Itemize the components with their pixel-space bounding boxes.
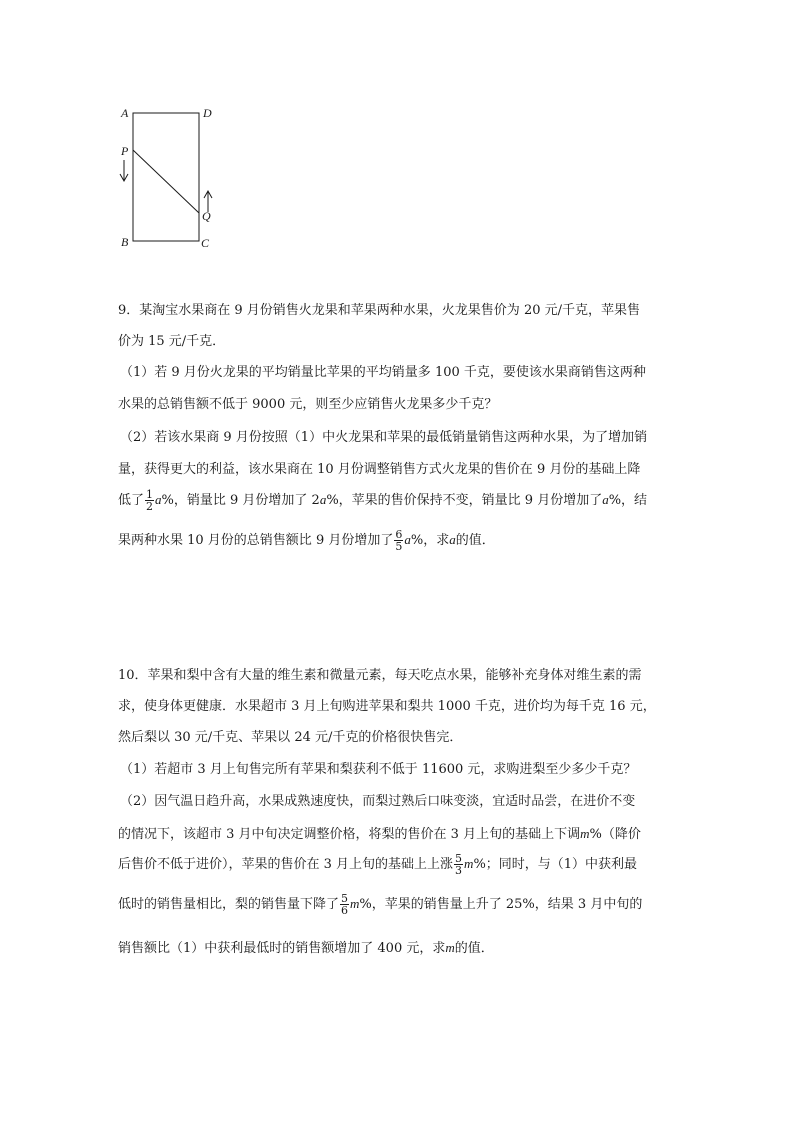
- label-d: D: [203, 106, 212, 120]
- q10-line-5: （2）因气温日趋升高，水果成熟速度快，而梨过熟后口味变淡，宜适时品尝，在进价不变: [120, 794, 636, 809]
- fraction-five-sixths: $\frac{5}{6}$: [341, 892, 349, 917]
- q9-line-8: 果两种水果 10 月份的总销售额比 9 月份增加了 $\frac{6}{5}$ a%，求a的值．: [118, 528, 495, 553]
- q10-line-7: 后售价不低于进价），苹果的售价在 3 月上旬的基础上上涨 $\frac{5}{3}$ m%；同时，与（1）中获利最: [118, 852, 638, 877]
- q9-line-2: 价为 15 元/千克．: [118, 334, 226, 349]
- label-c: C: [201, 236, 210, 250]
- q9-line-7: 低了 $\frac{1}{2}$ a%，销量比 9 月份增加了 2a%，苹果的售价保持不变，销量比 9 月份增加了a%，结: [118, 488, 648, 513]
- rectangle-abcd: [133, 113, 199, 241]
- q9-line-1: 9．某淘宝水果商在 9 月份销售火龙果和苹果两种水果，火龙果售价为 20 元/千克，苹果售: [118, 303, 640, 318]
- q9-line-3: （1）若 9 月份火龙果的平均销量比苹果的平均销量多 100 千克，要使该水果商销售这两种: [120, 365, 646, 380]
- segment-pq: [133, 150, 199, 213]
- fraction-one-half: $\frac{1}{2}$: [146, 488, 154, 513]
- q9-line-4: 水果的总销售额不低于 9000 元，则至少应销售火龙果多少千克？: [118, 397, 498, 412]
- q9-line-5: （2）若该水果商 9 月份按照（1）中火龙果和苹果的最低销量销售这两种水果，为了增加销: [120, 430, 648, 445]
- label-p: P: [121, 144, 129, 158]
- q10-line-6: 的情况下，该超市 3 月中旬决定调整价格，将梨的售价在 3 月上旬的基础上下调m%（降价: [118, 826, 641, 842]
- q10-line-4: （1）若超市 3 月上旬售完所有苹果和梨获利不低于 11600 元，求购进梨至少多少千克？: [120, 762, 637, 777]
- label-b: B: [121, 235, 129, 249]
- q10-line-2: 求，使身体更健康．水果超市 3 月上旬购进苹果和梨共 1000 千克，进价均为每千克 16 元，: [118, 699, 656, 714]
- q10-line-1: 10．苹果和梨中含有大量的维生素和微量元素，每天吃点水果，能够补充身体对维生素的需: [118, 668, 642, 683]
- rectangle-diagram: [112, 100, 222, 250]
- fraction-five-thirds: $\frac{5}{3}$: [455, 852, 463, 877]
- q10-line-3: 然后梨以 30 元/千克、苹果以 24 元/千克的价格很快售完．: [118, 730, 463, 745]
- down-arrow-icon: [120, 160, 128, 181]
- rectangle-figure: [112, 100, 222, 250]
- label-q: Q: [202, 209, 211, 223]
- q10-line-8: 低时的销售量相比，梨的销售量下降了 $\frac{5}{6}$ m%，苹果的销售量上升了 25%，结果 3 月中旬的: [118, 892, 643, 917]
- q9-line-6: 量，获得更大的利益，该水果商在 10 月份调整销售方式火龙果的售价在 9 月份的基础上降: [118, 462, 641, 477]
- fraction-six-fifths: $\frac{6}{5}$: [395, 528, 403, 553]
- q10-line-9: 销售额比（1）中获利最低时的销售额增加了 400 元，求m的值．: [118, 940, 494, 956]
- label-a: A: [121, 106, 129, 120]
